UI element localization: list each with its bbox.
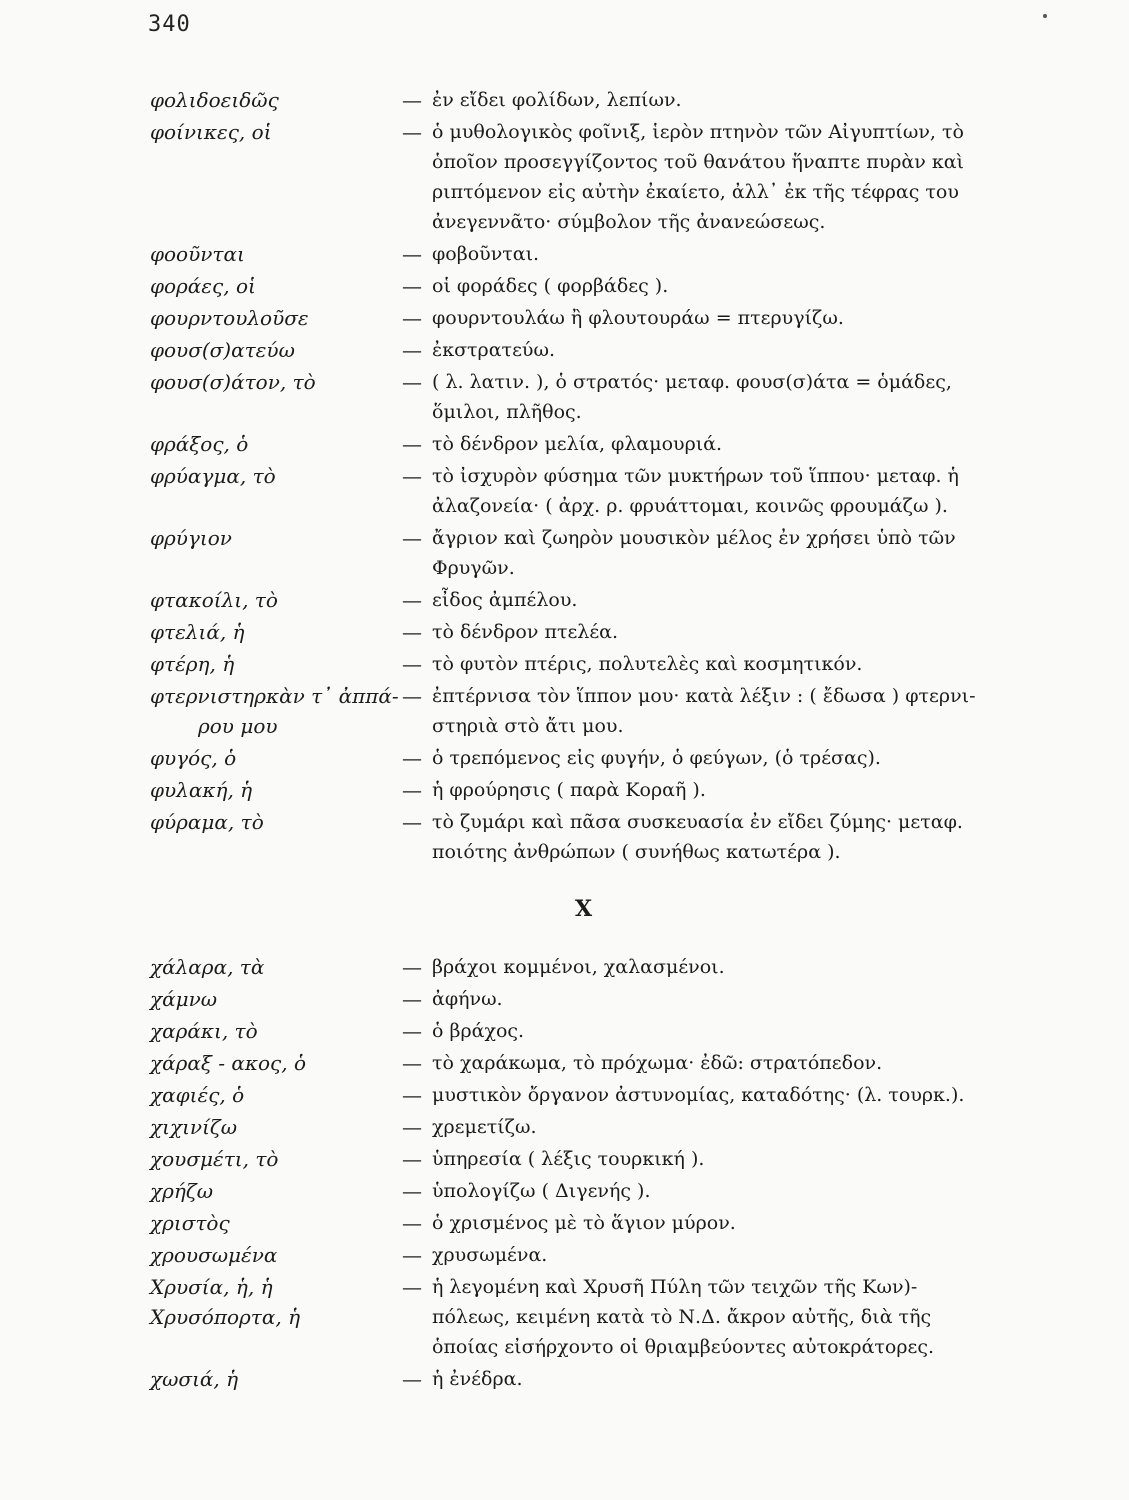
entry-definition	[432, 239, 1032, 269]
entry-term: χωσιά, ἡ	[150, 1367, 239, 1391]
entry-term: φουσ(σ)ατεύω	[150, 338, 295, 362]
definition-line: ὁ βράχος.	[432, 1020, 525, 1042]
entry-dash: —	[402, 120, 422, 144]
definition-line: ἀφήνω.	[432, 988, 503, 1010]
definition-line: μυστικὸν ὄργανον ἀστυνομίας, καταδότης· (λ. τουρκ.).	[432, 1084, 965, 1106]
definition-line: χρυσωμένα.	[432, 1244, 548, 1266]
entry-term: χαράκι, τὸ	[150, 1019, 258, 1043]
definition-line: στηριὰ στὸ ἄτι μου.	[432, 715, 624, 737]
definition-line: ἡ ἐνέδρα.	[432, 1368, 523, 1390]
entry-term: χουσμέτι, τὸ	[150, 1147, 279, 1171]
definition-line: ποιότης ἀνθρώπων ( συνήθως κατωτέρα ).	[432, 841, 841, 863]
entry-term: χιχινίζω	[150, 1115, 238, 1139]
entry-definition	[432, 429, 1032, 459]
entry-dash: —	[402, 987, 422, 1011]
definition-line: ὅμιλοι, πλῆθος.	[432, 401, 582, 423]
entry-term: φοράες, οἱ	[150, 274, 256, 298]
definition-line: τὸ ζυμάρι καὶ πᾶσα συσκευασία ἐν εἴδει ζύμης· μεταφ.	[432, 811, 963, 833]
entry-term: χαφιές, ὁ	[150, 1083, 245, 1107]
entry-term: χάραξ - ακος, ὁ	[150, 1051, 306, 1075]
definition-line: τὸ δένδρον πτελέα.	[432, 621, 619, 643]
entry-dash: —	[402, 432, 422, 456]
definition-line: φοβοῦνται.	[432, 243, 540, 265]
entry-definition	[432, 1048, 1032, 1078]
entry-definition	[432, 649, 1032, 679]
definition-line: ἐπτέρνισα τὸν ἵππον μου· κατὰ λέξιν : ( ἔδωσα ) φτερνι-	[432, 685, 976, 707]
definition-line: ὁ μυθολογικὸς φοῖνιξ, ἱερὸν πτηνὸν τῶν Αἰγυπτίων, τὸ	[432, 121, 964, 143]
definition-line: τὸ δένδρον μελία, φλαμουριά.	[432, 433, 723, 455]
entry-definition	[432, 303, 1032, 333]
definition-line: εἶδος ἀμπέλου.	[432, 589, 578, 611]
page-number: 340	[148, 12, 191, 37]
entry-dash: —	[402, 1211, 422, 1235]
entry-dash: —	[402, 1019, 422, 1043]
entry-definition	[432, 585, 1032, 615]
entry-dash: —	[402, 338, 422, 362]
entry-dash: —	[402, 1179, 422, 1203]
entry-dash: —	[402, 464, 422, 488]
entry-definition	[432, 1016, 1032, 1046]
definition-line: ὁποῖον προσεγγίζοντος τοῦ θανάτου ἥναπτε πυρὰν καὶ	[432, 151, 964, 173]
entry-definition	[432, 952, 1032, 982]
entry-definition	[432, 1176, 1032, 1206]
entry-dash: —	[402, 652, 422, 676]
entry-dash: —	[402, 1051, 422, 1075]
entry-term: φρύγιον	[150, 526, 232, 550]
entry-definition	[432, 335, 1032, 365]
entry-dash: —	[402, 810, 422, 834]
entry-dash: —	[402, 1243, 422, 1267]
definition-line: τὸ χαράκωμα, τὸ πρόχωμα· ἐδῶ: στρατόπεδον.	[432, 1052, 883, 1074]
entry-definition	[432, 1208, 1032, 1238]
entry-dash: —	[402, 620, 422, 644]
entry-definition	[432, 461, 1032, 521]
entry-term: Χρυσία, ἡ, ἡ	[150, 1275, 273, 1299]
entry-dash: —	[402, 1147, 422, 1171]
entry-definition	[432, 1080, 1032, 1110]
entry-term: φολιδοειδῶς	[150, 88, 279, 112]
entry-definition	[432, 367, 1032, 427]
entry-definition	[432, 807, 1032, 867]
definition-line: ὁ χρισμένος μὲ τὸ ἅγιον μύρον.	[432, 1212, 736, 1234]
entry-definition	[432, 1144, 1032, 1174]
entry-term: φουσ(σ)άτον, τὸ	[150, 370, 316, 394]
definition-line: βράχοι κομμένοι, χαλασμένοι.	[432, 956, 725, 978]
definition-line: ἡ φρούρησις ( παρὰ Κοραῆ ).	[432, 779, 706, 801]
definition-line: χρεμετίζω.	[432, 1116, 537, 1138]
entry-dash: —	[402, 746, 422, 770]
entry-dash: —	[402, 1275, 422, 1299]
entry-dash: —	[402, 1083, 422, 1107]
entry-definition	[432, 617, 1032, 647]
entry-term: φοίνικες, οἱ	[150, 120, 272, 144]
entry-term: φύραμα, τὸ	[150, 810, 264, 834]
entry-definition	[432, 117, 1032, 237]
entry-term: φρύαγμα, τὸ	[150, 464, 276, 488]
entry-definition	[432, 984, 1032, 1014]
entry-term: φυγός, ὁ	[150, 746, 237, 770]
entry-dash: —	[402, 306, 422, 330]
entry-definition	[432, 85, 1032, 115]
definition-line: Φρυγῶν.	[432, 557, 515, 579]
section-heading-chi: Χ	[575, 896, 594, 922]
entry-term: φουρντουλοῦσε	[150, 306, 309, 330]
entry-definition	[432, 1272, 1032, 1362]
entry-definition	[432, 1112, 1032, 1142]
definition-line: ὁποίας εἰσήρχοντο οἱ θριαμβεύοντες αὐτοκράτορες.	[432, 1336, 935, 1358]
entry-definition	[432, 1364, 1032, 1394]
entry-definition	[432, 1240, 1032, 1270]
definition-line: τὸ φυτὸν πτέρις, πολυτελὲς καὶ κοσμητικόν.	[432, 653, 863, 675]
entry-term: φυλακή, ἡ	[150, 778, 253, 802]
entry-dash: —	[402, 242, 422, 266]
definition-line: ἀλαζονεία· ( ἀρχ. ρ. φρυάττομαι, κοινῶς φρουμάζω ).	[432, 495, 948, 517]
entry-term: φτερνιστηρκὰν τ᾽ ἀππά-	[150, 684, 399, 708]
entry-dash: —	[402, 526, 422, 550]
entry-term-continuation: Χρυσόπορτα, ἡ	[150, 1305, 301, 1329]
entry-term: χάλαρα, τὰ	[150, 955, 265, 979]
entry-dash: —	[402, 588, 422, 612]
definition-line: οἱ φοράδες ( φορβάδες ).	[432, 275, 669, 297]
paper-speck	[1043, 14, 1047, 18]
entry-dash: —	[402, 1367, 422, 1391]
definition-line: ἐκστρατεύω.	[432, 339, 555, 361]
entry-dash: —	[402, 370, 422, 394]
entry-term-continuation: ρου μου	[198, 714, 278, 738]
definition-line: ριπτόμενον εἰς αὐτὴν ἐκαίετο, ἀλλ᾽ ἐκ τῆς τέφρας του	[432, 181, 959, 203]
entry-definition	[432, 775, 1032, 805]
definition-line: ἡ λεγομένη καὶ Χρυσῆ Πύλη τῶν τειχῶν τῆς Κων)-	[432, 1276, 918, 1298]
definition-line: πόλεως, κειμένη κατὰ τὸ Ν.Δ. ἄκρον αὐτῆς, διὰ τῆς	[432, 1306, 932, 1328]
entry-definition	[432, 271, 1032, 301]
entry-definition	[432, 523, 1032, 583]
entry-dash: —	[402, 684, 422, 708]
definition-line: ἐν εἴδει φολίδων, λεπίων.	[432, 89, 682, 111]
entry-term: φοοῦνται	[150, 242, 245, 266]
definition-line: ὁ τρεπόμενος εἰς φυγήν, ὁ φεύγων, (ὁ τρέσας).	[432, 747, 881, 769]
entry-term: φράξος, ὁ	[150, 432, 249, 456]
definition-line: ἄγριον καὶ ζωηρὸν μουσικὸν μέλος ἐν χρήσει ὑπὸ τῶν	[432, 527, 956, 549]
definition-line: ὑπηρεσία ( λέξις τουρκική ).	[432, 1148, 705, 1170]
entry-term: χριστὸς	[150, 1211, 230, 1235]
entry-dash: —	[402, 88, 422, 112]
entry-definition	[432, 681, 1032, 741]
entry-dash: —	[402, 1115, 422, 1139]
definition-line: τὸ ἰσχυρὸν φύσημα τῶν μυκτήρων τοῦ ἵππου· μεταφ. ἡ	[432, 465, 959, 487]
entry-term: φτέρη, ἡ	[150, 652, 235, 676]
entry-term: χρήζω	[150, 1179, 214, 1203]
definition-line: φουρντουλάω ἢ φλουτουράω = πτερυγίζω.	[432, 307, 844, 329]
definition-line: ( λ. λατιν. ), ὁ στρατός· μεταφ. φουσ(σ)άτα = ὁμάδες,	[432, 371, 952, 393]
entry-definition	[432, 743, 1032, 773]
definition-line: ἀνεγεννᾶτο· σύμβολον τῆς ἀνανεώσεως.	[432, 211, 826, 233]
entry-term: φτελιά, ἡ	[150, 620, 245, 644]
entry-term: χάμνω	[150, 987, 218, 1011]
entry-dash: —	[402, 955, 422, 979]
entry-term: φτακοίλι, τὸ	[150, 588, 278, 612]
entry-dash: —	[402, 274, 422, 298]
definition-line: ὑπολογίζω ( Διγενής ).	[432, 1180, 651, 1202]
entry-dash: —	[402, 778, 422, 802]
entry-term: χρουσωμένα	[150, 1243, 278, 1267]
